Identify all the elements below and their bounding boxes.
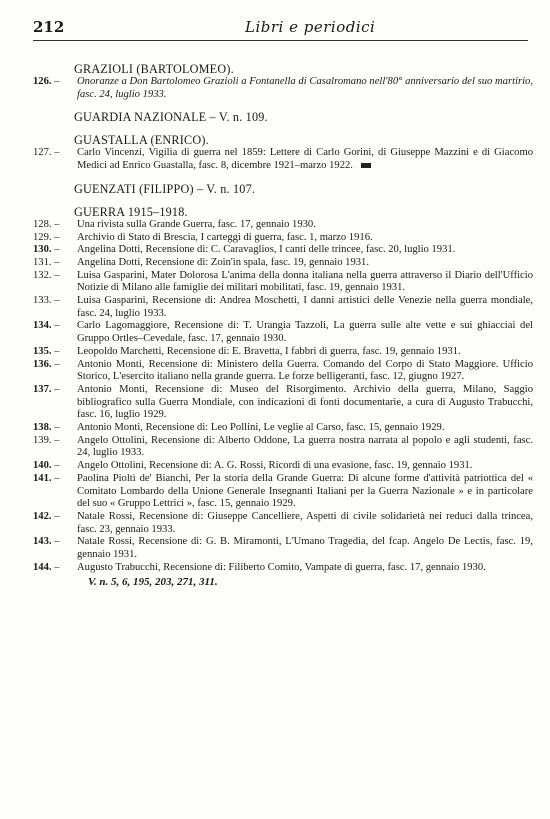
entry-141 bbox=[33, 473, 533, 511]
entry-128 bbox=[33, 219, 533, 232]
entry-129 bbox=[33, 232, 533, 245]
entry-number: 131. – bbox=[33, 256, 60, 268]
entry-text: Luisa Gasparini, Mater Dolorosa L'anima della donna italiana nella guerra attraverso il Diario dell'Ufficio Notizie di Milano alle famiglie dei militari mobilitati, fasc. 19, gennaio 1931. bbox=[77, 269, 533, 294]
entry-text: Angelo Ottolini, Recensione di: A. G. Rossi, Ricordi di una evasione, fasc. 19, gennaio 1931. bbox=[77, 460, 473, 472]
entry-text: Natale Rossi, Recensione di: G. B. Miramonti, L'Umano Tragedia, del fcap. Angelo De Lectis, fasc. 19, gennaio 1931. bbox=[77, 536, 533, 561]
entry-text: Augusto Trabucchi, Recensione di: Filiberto Comito, Vampate di guerra, fasc. 17, gennaio 1930. bbox=[77, 561, 486, 573]
entry-number: 139. – bbox=[33, 434, 60, 446]
entry-number: 127. – bbox=[33, 147, 60, 159]
entry-number: 144. – bbox=[33, 561, 60, 573]
section-heading: GUASTALLA (ENRICO). bbox=[74, 133, 209, 148]
entry-number: 141. – bbox=[33, 472, 60, 484]
entry-138 bbox=[33, 422, 533, 435]
entry-144 bbox=[33, 562, 533, 575]
entry-number: 133. – bbox=[33, 295, 60, 307]
entry-text: Paolina Pioltì de' Bianchi, Per la storia della Grande Guerra: Di alcune forme d'attività patriottica del « Comitato Lombardo della Unione Generale Insegnanti Italiani per la Guerra Nazionale » e in particolare del suo « Gruppo Lettrici », fasc. 15, gennaio 1929. bbox=[77, 472, 533, 510]
entry-139 bbox=[33, 435, 533, 460]
cross-references: V. n. 5, 6, 195, 203, 271, 311. bbox=[88, 575, 218, 588]
entry-text: Archivio di Stato di Brescia, I carteggi di guerra, fasc. 1, marzo 1916. bbox=[77, 231, 373, 243]
entry-number: 132. – bbox=[33, 269, 60, 281]
entry-text: Onoranze a Don Bartolomeo Grazioli a Fontanella di Casalromano nell'80° anniversario del suo martirio, fasc. 24, luglio 1933. bbox=[77, 76, 533, 100]
entry-text: Natale Rossi, Recensione di: Giuseppe Cancelliere, Aspetti di civile solidarietà nei reduci dalla trincea, fasc. 23, gennaio 1933. bbox=[77, 510, 533, 535]
entry-127 bbox=[33, 147, 533, 172]
entry-143 bbox=[33, 536, 533, 561]
entry-132 bbox=[33, 270, 533, 295]
entry-number: 142. – bbox=[33, 510, 60, 522]
running-title: Libri e periodici bbox=[245, 18, 376, 36]
entry-131 bbox=[33, 257, 533, 270]
entry-number: 143. – bbox=[33, 536, 60, 548]
entry-number: 128. – bbox=[33, 218, 60, 230]
bibliography-list bbox=[33, 62, 533, 588]
entry-number: 134. – bbox=[33, 320, 60, 332]
entry-number: 136. – bbox=[33, 358, 60, 370]
entry-text: Carlo Vincenzi, Vigilia di guerra nel 1859: Lettere di Carlo Gorini, di Giuseppe Mazzini e di Giacomo Medici ad Enrico Guastalla, fasc. 8, dicembre 1921–marzo 1922. bbox=[77, 147, 533, 172]
page-header bbox=[33, 18, 528, 41]
entry-136 bbox=[33, 359, 533, 384]
entry-text: Angelina Dotti, Recensione di: Zoin'in spala, fasc. 19, gennaio 1931. bbox=[77, 256, 369, 268]
entry-text: Antonio Monti, Recensione di: Museo del Risorgimento. Archivio della guerra, Milano, Saggio bibliografico sulla Guerra Mondiale, con indicazioni di fonti documentarie, a cura di Augusto Trabucchi, fasc. 16, luglio 1929. bbox=[77, 383, 533, 421]
entry-number: 129. – bbox=[33, 231, 60, 243]
entry-130 bbox=[33, 244, 533, 257]
entry-133 bbox=[33, 295, 533, 320]
page-number: 212 bbox=[33, 18, 65, 36]
entry-number: 138. – bbox=[33, 422, 60, 434]
section-heading: GUERRA 1915–1918. bbox=[74, 204, 188, 219]
section-heading: GRAZIOLI (BARTOLOMEO). bbox=[74, 62, 234, 76]
entry-number: 130. – bbox=[33, 244, 60, 256]
entry-text: Una rivista sulla Grande Guerra, fasc. 17, gennaio 1930. bbox=[77, 218, 316, 230]
ink-mark bbox=[361, 163, 371, 168]
entry-140 bbox=[33, 460, 533, 473]
entry-135 bbox=[33, 346, 533, 359]
entry-126 bbox=[33, 76, 533, 101]
entry-134 bbox=[33, 320, 533, 345]
entry-text: Angelo Ottolini, Recensione di: Alberto Oddone, La guerra nostra narrata al popolo e agli studenti, fasc. 24, luglio 1933. bbox=[77, 434, 533, 459]
entry-142 bbox=[33, 511, 533, 536]
entry-number: 137. – bbox=[33, 383, 60, 395]
section-heading: GUARDIA NAZIONALE – V. n. 109. bbox=[74, 110, 268, 125]
entry-text: Angelina Dotti, Recensione di: C. Caravaglios, I canti delle trincee, fasc. 20, luglio 1931. bbox=[77, 244, 456, 256]
entry-number: 140. – bbox=[33, 460, 60, 472]
entry-text: Antonio Monti, Recensione di: Ministero della Guerra. Comando del Corpo di Stato Maggiore. Ufficio Storico, L'esercito italiano nella grande guerra. Le forze belligeranti, fasc. 12, giugno 1927. bbox=[77, 358, 533, 383]
entry-number: 126. – bbox=[33, 76, 60, 87]
entry-text: Antonio Monti, Recensione di: Leo Pollini, Le veglie al Carso, fasc. 15, gennaio 1929. bbox=[77, 422, 445, 434]
section-heading: GUENZATI (FILIPPO) – V. n. 107. bbox=[74, 181, 256, 196]
entry-number: 135. – bbox=[33, 345, 60, 357]
entry-text: Leopoldo Marchetti, Recensione di: E. Bravetta, I fabbri di guerra, fasc. 19, gennaio 1931. bbox=[77, 345, 461, 357]
entry-137 bbox=[33, 384, 533, 422]
entry-text: Carlo Lagomaggiore, Recensione di: T. Urangia Tazzoli, La guerra sulle alte vette e sui ghiacciai del Gruppo Ortles–Cevedale, fasc. 17, gennaio 1930. bbox=[77, 320, 533, 345]
entry-text: Luisa Gasparini, Recensione di: Andrea Moschetti, I danni artistici delle Venezie nella guerra mondiale, fasc. 24, luglio 1933. bbox=[77, 295, 533, 319]
